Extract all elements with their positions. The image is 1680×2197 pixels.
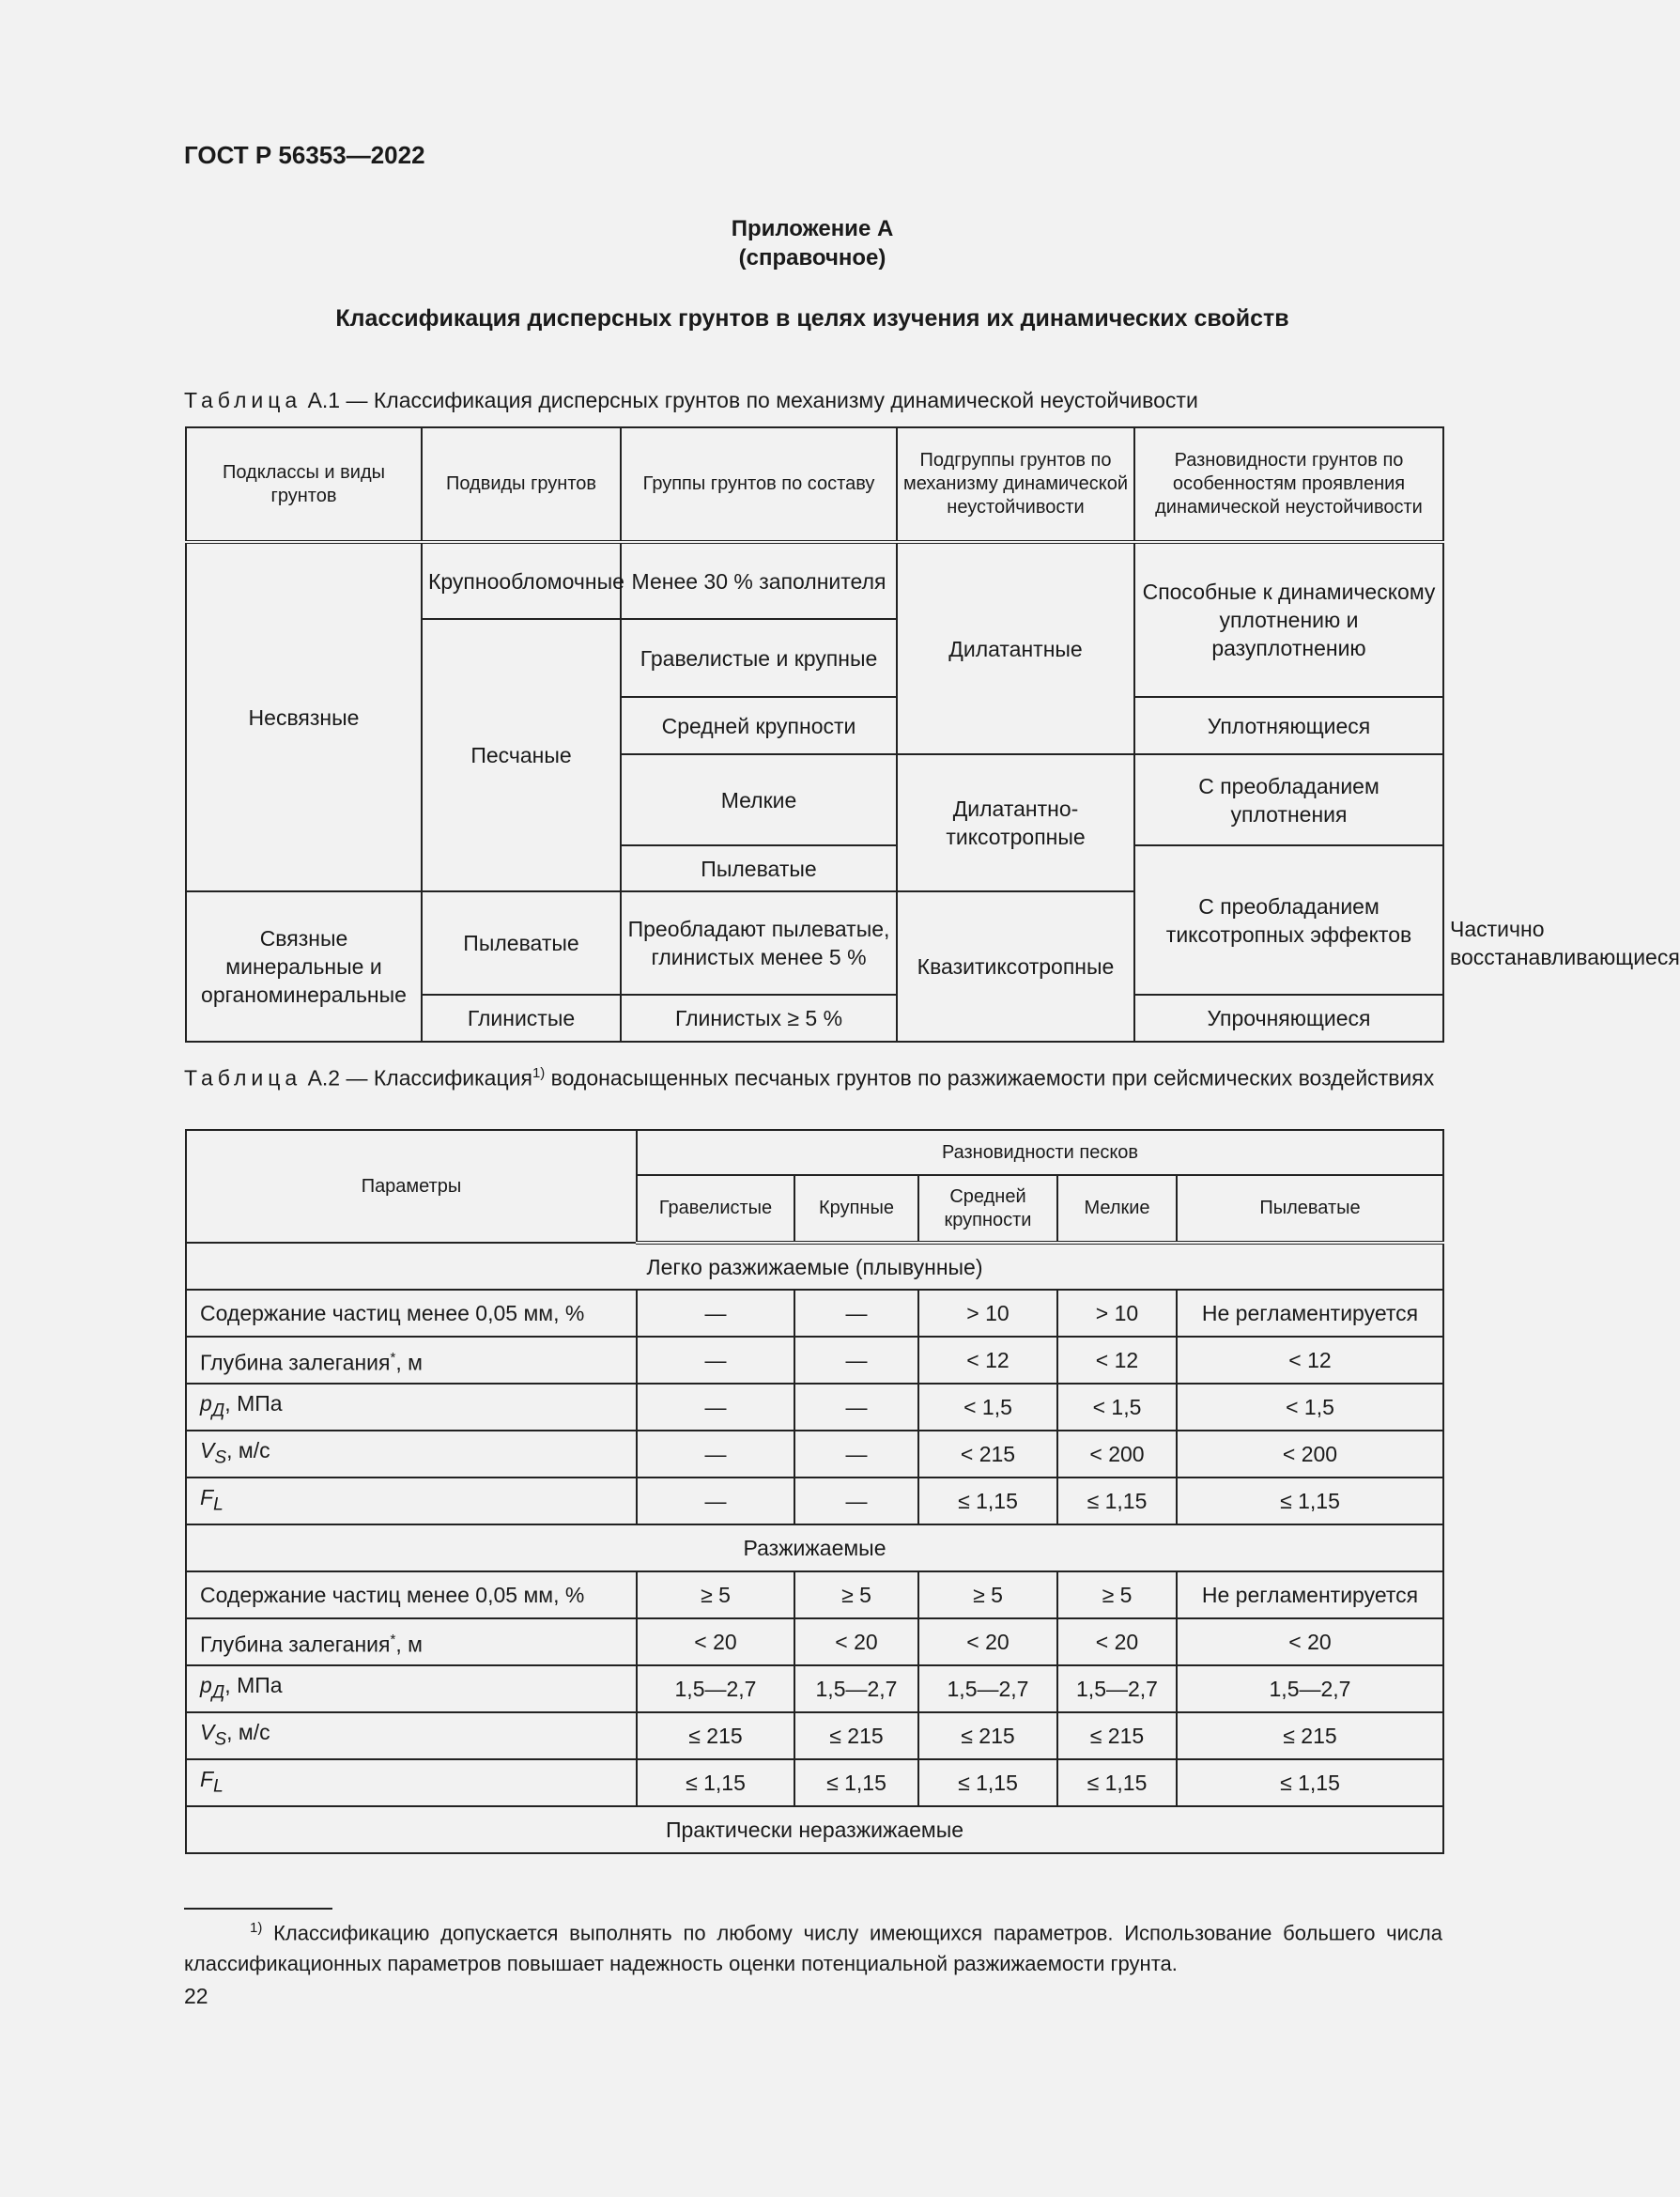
- table2-header-params: Параметры: [186, 1130, 637, 1243]
- table2-caption-word: Таблица: [184, 1065, 302, 1091]
- table-row: [186, 1478, 1443, 1524]
- param-subscript: Д: [211, 1400, 225, 1421]
- value-cell: ≤ 215: [918, 1712, 1057, 1759]
- param-subscript: S: [214, 1447, 227, 1468]
- table-cell: С преобладанием уплотнения: [1134, 754, 1443, 845]
- table-cell: Мелкие: [621, 754, 897, 845]
- value-cell: ≤ 1,15: [1177, 1478, 1443, 1524]
- param-subscript: L: [213, 1776, 223, 1797]
- value-cell: > 10: [1057, 1290, 1177, 1337]
- table-row: [186, 1337, 1443, 1384]
- footnote-text: Классификацию допускается выполнять по любому числу имеющихся параметров. Использование большего числа классификационных параметров повышает надежность оценки потенциальной разжижаемости грунта.: [184, 1921, 1442, 1976]
- table-row: [186, 1290, 1443, 1337]
- page-number: 22: [184, 1984, 208, 2008]
- table-cell: Менее 30 % заполнителя: [621, 542, 897, 619]
- value-cell: —: [637, 1384, 794, 1431]
- group-row: [186, 1243, 1443, 1290]
- annex-title: [0, 214, 1625, 272]
- param-name: Содержание частиц менее 0,05 мм, %: [200, 1301, 585, 1325]
- table-cell: Квазитиксотропные: [897, 891, 1134, 1042]
- table1-caption: [184, 385, 1442, 415]
- table2-header-varieties: Разновидности песков: [637, 1130, 1443, 1175]
- param-symbol: F: [200, 1484, 214, 1509]
- table-cell: Гравелистые и крупные: [621, 619, 897, 697]
- value-cell: —: [794, 1431, 918, 1478]
- table-cell: Средней крупности: [621, 697, 897, 754]
- document-header: ГОСТ Р 56353—2022: [184, 141, 425, 169]
- param-label: [186, 1384, 637, 1431]
- value-cell: ≥ 5: [918, 1571, 1057, 1618]
- value-cell: < 12: [918, 1337, 1057, 1384]
- value-cell: < 20: [1057, 1618, 1177, 1665]
- group-row: [186, 1524, 1443, 1571]
- value-cell: < 1,5: [1057, 1384, 1177, 1431]
- param-unit: , м: [395, 1632, 423, 1657]
- value-cell: —: [794, 1337, 918, 1384]
- value-cell: ≥ 5: [1057, 1571, 1177, 1618]
- param-name: Глубина залегания: [200, 1632, 391, 1657]
- value-cell: 1,5—2,7: [794, 1665, 918, 1712]
- value-cell: < 1,5: [1177, 1384, 1443, 1431]
- value-cell: ≥ 5: [794, 1571, 918, 1618]
- value-cell: < 12: [1057, 1337, 1177, 1384]
- param-label: [186, 1618, 637, 1665]
- table1-header-cell: Подвиды грунтов: [422, 427, 621, 542]
- footnote-marker: 1): [250, 1920, 263, 1936]
- table2-caption: [184, 1059, 1442, 1093]
- table-row: [186, 1618, 1443, 1665]
- table-row: [186, 1665, 1443, 1712]
- value-cell: ≤ 1,15: [918, 1478, 1057, 1524]
- param-subscript: L: [213, 1494, 223, 1515]
- table-cell: Способные к динамическому уплотнению и разуплотнению: [1134, 542, 1443, 697]
- value-cell: < 200: [1057, 1431, 1177, 1478]
- table2-header-cell: Пылеватые: [1177, 1175, 1443, 1243]
- param-name: Содержание частиц менее 0,05 мм, %: [200, 1583, 585, 1607]
- value-cell: < 20: [1177, 1618, 1443, 1665]
- table2-caption-footnote-marker: 1): [532, 1065, 546, 1081]
- table1-header-cell: Группы грунтов по составу: [621, 427, 897, 542]
- value-cell: < 20: [918, 1618, 1057, 1665]
- value-cell: < 215: [918, 1431, 1057, 1478]
- table1-caption-text: А.1 — Классификация дисперсных грунтов по механизму динамической неустойчивости: [301, 388, 1198, 412]
- value-cell: ≤ 1,15: [1057, 1759, 1177, 1806]
- table2-header-cell: Гравелистые: [637, 1175, 794, 1243]
- table-row: [186, 1759, 1443, 1806]
- value-cell: ≤ 1,15: [1057, 1478, 1177, 1524]
- table-cell: Пылеватые: [621, 845, 897, 891]
- value-cell: < 12: [1177, 1337, 1443, 1384]
- table-row: [186, 1384, 1443, 1431]
- param-label: [186, 1571, 637, 1618]
- param-symbol: F: [200, 1766, 214, 1791]
- footnote: [184, 1912, 1442, 1979]
- value-cell: ≤ 1,15: [794, 1759, 918, 1806]
- table-cell: Несвязные: [186, 542, 422, 891]
- value-cell: ≤ 215: [1057, 1712, 1177, 1759]
- param-unit: , МПа: [224, 1672, 283, 1697]
- param-symbol: V: [200, 1437, 215, 1462]
- section-title: Классификация дисперсных грунтов в целях изучения их динамических свойств: [335, 305, 1289, 332]
- param-label: [186, 1478, 637, 1524]
- value-cell: 1,5—2,7: [1177, 1665, 1443, 1712]
- footnote-rule: [184, 1908, 332, 1910]
- table2-header-cell: Средней крупности: [918, 1175, 1057, 1243]
- value-cell: > 10: [918, 1290, 1057, 1337]
- value-cell: < 20: [794, 1618, 918, 1665]
- param-footnote-marker: *: [390, 1631, 396, 1648]
- param-unit: , МПа: [224, 1390, 283, 1416]
- value-cell: —: [637, 1290, 794, 1337]
- param-name: Глубина залегания: [200, 1350, 391, 1375]
- table-cell: Дилатантные: [897, 542, 1134, 754]
- group-title: Практически неразжижаемые: [186, 1806, 1443, 1853]
- group-title: Разжижаемые: [186, 1524, 1443, 1571]
- param-unit: , м: [395, 1350, 423, 1375]
- table1-header-cell: Подклассы и виды грунтов: [186, 427, 422, 542]
- group-title: Легко разжижаемые (плывунные): [186, 1243, 1443, 1290]
- group-row: [186, 1806, 1443, 1853]
- value-cell: ≥ 5: [637, 1571, 794, 1618]
- param-subscript: S: [214, 1729, 227, 1750]
- param-label: [186, 1665, 637, 1712]
- param-symbol: p: [200, 1672, 212, 1697]
- table-cell: Песчаные: [422, 619, 621, 891]
- table-cell: Преобладают пылеватые, глинистых менее 5 %: [621, 891, 897, 995]
- value-cell: —: [794, 1290, 918, 1337]
- param-unit: , м/с: [226, 1719, 270, 1744]
- param-label: [186, 1337, 637, 1384]
- value-cell: ≤ 1,15: [637, 1759, 794, 1806]
- table1-header-cell: Подгруппы грунтов по механизму динамической неустойчивости: [897, 427, 1134, 542]
- param-footnote-marker: *: [390, 1349, 396, 1366]
- table-row: [186, 1431, 1443, 1478]
- value-cell: ≤ 215: [1177, 1712, 1443, 1759]
- value-cell: —: [794, 1384, 918, 1431]
- value-cell: Не регламентируется: [1177, 1290, 1443, 1337]
- value-cell: < 20: [637, 1618, 794, 1665]
- table2-caption-tail: водонасыщенных песчаных грунтов по разжижаемости при сейсмических воздействиях: [545, 1065, 1435, 1091]
- param-label: [186, 1290, 637, 1337]
- table-cell: Глинистых ≥ 5 %: [621, 995, 897, 1042]
- table1-header-cell: Разновидности грунтов по особенностям проявления динамической неустойчивости: [1134, 427, 1443, 542]
- value-cell: —: [794, 1478, 918, 1524]
- value-cell: ≤ 1,15: [918, 1759, 1057, 1806]
- value-cell: 1,5—2,7: [637, 1665, 794, 1712]
- value-cell: Не регламентируется: [1177, 1571, 1443, 1618]
- param-symbol: V: [200, 1719, 215, 1744]
- param-symbol: p: [200, 1390, 212, 1416]
- table-cell: Упрочняющиеся: [1134, 995, 1443, 1042]
- table-cell: С преобладанием тиксотропных эффектов: [1134, 845, 1443, 995]
- param-label: [186, 1712, 637, 1759]
- table-cell: Дилатантно-тиксотропные: [897, 754, 1134, 891]
- table-a1: Подклассы и виды грунтов Подвиды грунтов Группы грунтов по составу Подгруппы грунтов по механизму динамической неустойчивости Разновидности грунтов по особенностям проявления динамической неустойчивости Несвязные Крупнообломочные Менее 30 % заполнителя Дилатантные Способные к динамическому уплотнению и разуплотнению Песчаные Гравелистые и крупные Средней крупности Уплотняющиеся Мелкие Дилатантно-тиксотропные С преобладанием уплотнения Пылеватые С преобладанием тиксотропных эффектов Связные минеральные и органоминеральные Пылеватые Преобладают пылеватые, глинистых менее 5 % Квазитиксотропные Частично восстанавливающиеся Глинистые Глинистых ≥ 5 % Упрочняющиеся: [185, 426, 1444, 1043]
- table-a2: [185, 1129, 1444, 1854]
- table2-header-cell: Мелкие: [1057, 1175, 1177, 1243]
- value-cell: —: [637, 1431, 794, 1478]
- table-cell: Крупнообломочные: [422, 542, 621, 619]
- table-row: [186, 1571, 1443, 1618]
- table-cell: Связные минеральные и органоминеральные: [186, 891, 422, 1042]
- value-cell: ≤ 215: [637, 1712, 794, 1759]
- value-cell: < 1,5: [918, 1384, 1057, 1431]
- value-cell: —: [637, 1478, 794, 1524]
- value-cell: 1,5—2,7: [918, 1665, 1057, 1712]
- table-cell: Пылеватые: [422, 891, 621, 995]
- value-cell: ≤ 1,15: [1177, 1759, 1443, 1806]
- param-unit: , м/с: [226, 1437, 270, 1462]
- table-row: [186, 1712, 1443, 1759]
- value-cell: ≤ 215: [794, 1712, 918, 1759]
- table2-caption-text: А.2 — Классификация: [301, 1065, 532, 1091]
- param-subscript: Д: [211, 1682, 225, 1703]
- table-cell: Глинистые: [422, 995, 621, 1042]
- table2-header-cell: Крупные: [794, 1175, 918, 1243]
- annex-label: Приложение А: [731, 216, 894, 241]
- param-label: [186, 1431, 637, 1478]
- param-label: [186, 1759, 637, 1806]
- value-cell: < 200: [1177, 1431, 1443, 1478]
- table-cell: Уплотняющиеся: [1134, 697, 1443, 754]
- value-cell: 1,5—2,7: [1057, 1665, 1177, 1712]
- value-cell: —: [637, 1337, 794, 1384]
- table1-caption-word: Таблица: [184, 388, 302, 412]
- annex-type: (справочное): [738, 245, 886, 271]
